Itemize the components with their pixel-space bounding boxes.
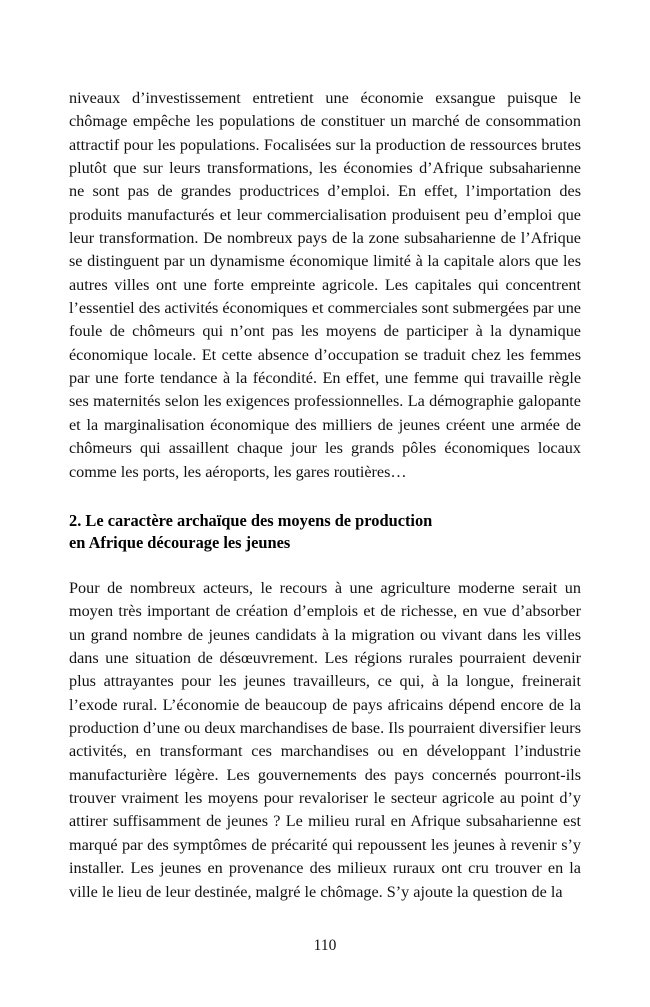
section-heading-line-1: 2. Le caractère archaïque des moyens de production [69,510,433,530]
section-heading-line-2: en Afrique décourage les jeunes [69,533,291,553]
body-paragraph-1: niveaux d’investissement entretient une économie exsangue puisque le chômage empêche les populations de constituer un marché de consommation attractif pour les populations. Focalisées sur la production de ressources brutes plutôt que sur leurs transformations, les économies d’Afrique subsaharienne ne sont pas de grandes productrices d’emploi. En effet, l’importation des produits manufacturés et leur commercialisation produisent peu d’emploi que leur transformation. De nombreux pays de la zone subsaharienne de l’Afrique se distinguent par un dynamisme économique limité à la capitale alors que les autres villes ont une forte empreinte agricole. Les capitales qui concentrent l’essentiel des activités économiques et commerciales sont submergées par une foule de chômeurs qui n’ont pas les moyens de participer à la dynamique économique locale. Et cette absence d’occupation se traduit chez les femmes par une forte tendance à la fécondité. En effet, une femme qui travaille règle ses maternités selon les exigences professionnelles. La démographie galopante et la marginalisation économique des milliers de jeunes créent une armée de chômeurs qui assaillent chaque jour les grands pôles économiques locaux comme les ports, les aéroports, les gares routières… [69,89,581,481]
page-number: 110 [313,937,337,954]
body-paragraph-2: Pour de nombreux acteurs, le recours à une agriculture moderne serait un moyen très important de création d’emplois et de richesse, en vue d’absorber un grand nombre de jeunes candidats à la migration ou vivant dans les villes dans une situation de désœuvrement. Les régions rurales pourraient devenir plus attrayantes pour les jeunes travailleurs, ce qui, à la longue, freinerait l’exode rural. L’économie de beaucoup de pays africains dépend encore de la production d’une ou deux marchandises de base. Ils pourraient diversifier leurs activités, en transformant ces marchandises ou en développant l’industrie manufacturière légère. Les gouvernements des pays concernés pourront-ils trouver vraiment les moyens pour revaloriser le secteur agricole au point d’y attirer suffisamment de jeunes ? Le milieu rural en Afrique subsaharienne est marqué par des symptômes de précarité qui repoussent les jeunes à revenir s’y installer. Les jeunes en provenance des milieux ruraux ont cru trouver en la ville le lieu de leur destinée, malgré le chômage. S’y ajoute la question de la [69,579,581,901]
spacer-before-heading [69,484,581,510]
page-content-column [69,87,581,904]
section-heading [69,510,581,555]
spacer-after-heading [69,555,581,577]
